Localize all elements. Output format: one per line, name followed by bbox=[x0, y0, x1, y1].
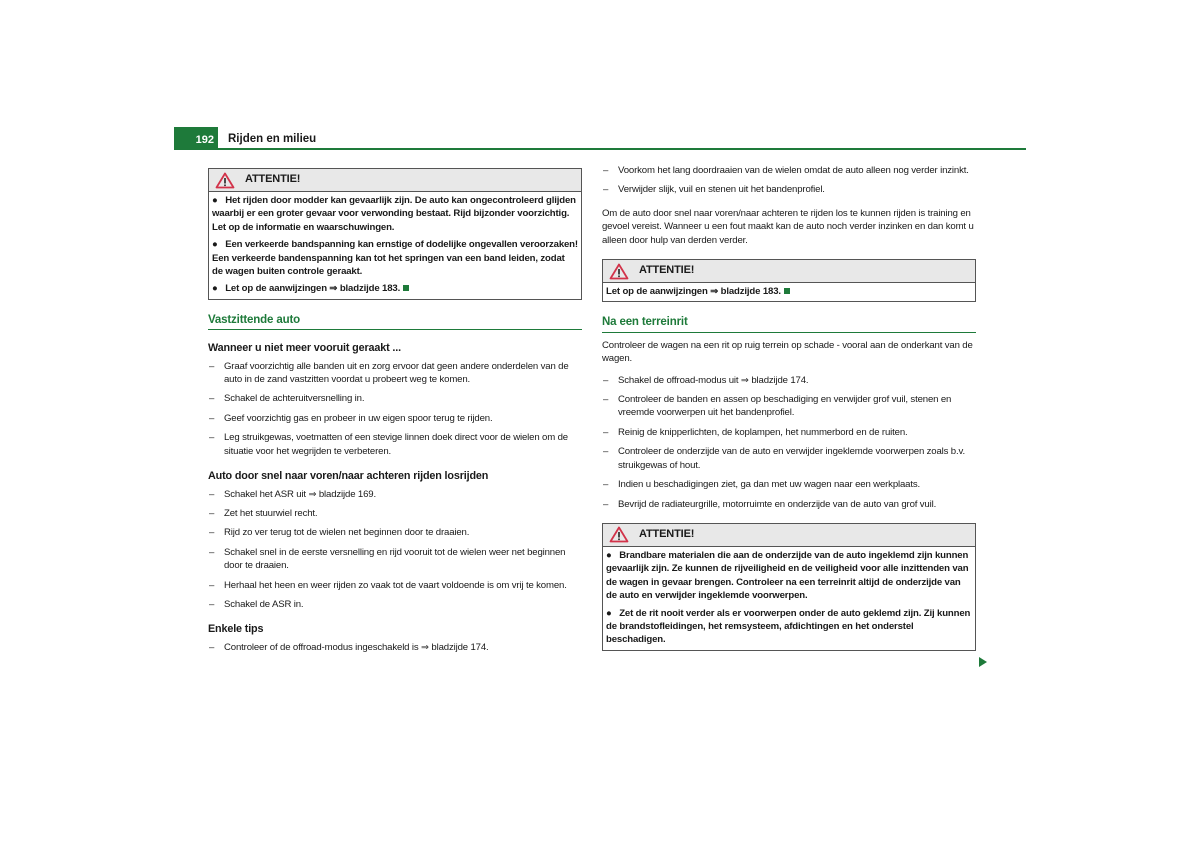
chapter-title: Rijden en milieu bbox=[228, 133, 317, 145]
list-item: – Verwijder slijk, vuil en stenen uit het bandenprofiel. bbox=[602, 183, 976, 196]
warning-text: Let op de aanwijzingen ⇒ bladzijde 183. bbox=[225, 283, 401, 295]
list-item: – Voorkom het lang doordraaien van de wielen omdat de auto alleen nog verder inzinkt. bbox=[602, 164, 976, 177]
warning-header bbox=[603, 524, 975, 547]
list-item: – Schakel de ASR in. bbox=[208, 598, 582, 611]
list-item: – Rijd zo ver terug tot de wielen net beginnen door te draaien. bbox=[208, 526, 582, 539]
list-item: – Schakel snel in de eerste versnelling en rijd vooruit tot de wielen weer net beginnen door te draaien. bbox=[208, 546, 582, 573]
list-item: – Reinig de knipperlichten, de koplampen, het nummerbord en de ruiten. bbox=[602, 426, 976, 439]
list-item: – Zet het stuurwiel recht. bbox=[208, 507, 582, 520]
list-item: – Herhaal het heen en weer rijden zo vaak tot de vaart voldoende is om vrij te komen. bbox=[208, 579, 582, 592]
warning-box bbox=[602, 259, 976, 302]
section-title: Na een terreinrit bbox=[602, 316, 976, 332]
warning-box: ATTENTIE! ● Het rijden door modder kan gevaarlijk zijn. De auto kan ongecontroleerd glijden waarbij er een groter gevaar voor verwonding bestaat. Rijd bijzonder voorzichtig. Let op de informatie en waarschuwingen. ● Een verkeerde bandspanning kan ernstige of dodelijke ongevallen veroorzaken! Een verkeerde bandenspanning kan tot het springen van een band leiden, zodat de wagen buiten controle geraakt. ● Let op de aanwijzingen ⇒ bladzijde 183. bbox=[208, 168, 582, 300]
list-item: – Leg struikgewas, voetmatten of een stevige linnen doek direct voor de wielen om de situatie voor het wegrijden te verbeteren. bbox=[208, 431, 582, 458]
section-title: Vastzittende auto bbox=[208, 314, 582, 330]
list-item: – Schakel het ASR uit ⇒ bladzijde 169. bbox=[208, 488, 582, 501]
list-item: – Schakel de offroad-modus uit ⇒ bladzijde 174. bbox=[602, 374, 976, 387]
list-item: – Geef voorzichtig gas en probeer in uw eigen spoor terug te rijden. bbox=[208, 412, 582, 425]
warning-triangle-icon bbox=[609, 263, 629, 280]
warning-box: ATTENTIE! ● Brandbare materialen die aan de onderzijde van de auto ingeklemd zijn kunnen gevaarlijk zijn. Ze kunnen de rijveiligheid en de veiligheid voor alle inzittenden van de wagen in gevaar brengen. Controleer na een terreinrit altijd de onderzijde van de auto en verwijder ingeklemde voorwerpen. ● Zet de rit nooit verder als er voorwerpen onder de auto geklemd zijn. Zij kunnen de brandstofleidingen, het remsysteem, afdichtingen en het onderstel beschadigen. bbox=[602, 523, 976, 651]
warning-text: Het rijden door modder kan gevaarlijk zijn. De auto kan ongecontroleerd glijden waarbij er een groter gevaar voor verwonding bestaat. Rijd bijzonder voorzichtig. Let op de informatie en waarschuwingen. bbox=[212, 195, 576, 233]
warning-text: Zet de rit nooit verder als er voorwerpen onder de auto geklemd zijn. Zij kunnen de brandstofleidingen, het remsysteem, afdichtingen en het onderstel beschadigen. bbox=[606, 607, 971, 646]
end-marker-icon bbox=[784, 288, 790, 294]
warning-text: Een verkeerde bandspanning kan ernstige of dodelijke ongevallen veroorzaken! Een verkeerde bandenspanning kan tot het springen van een band leiden, zodat de wagen buiten controle geraakt. bbox=[212, 239, 578, 278]
warning-header bbox=[603, 260, 975, 283]
subheading: Enkele tips bbox=[208, 623, 264, 636]
continue-arrow-icon bbox=[979, 657, 987, 667]
end-marker-icon bbox=[403, 285, 409, 291]
paragraph: Om de auto door snel naar voren/naar achteren te rijden los te kunnen rijden is training en gevoel vereist. Wanneer u een fout maakt kan de auto noch verder inzinken en dan komt u alleen door hulp van derden verder. bbox=[602, 207, 974, 246]
right-column bbox=[602, 164, 976, 661]
warning-label: ATTENTIE! bbox=[639, 264, 695, 277]
subheading: Wanneer u niet meer vooruit geraakt ... bbox=[208, 342, 401, 355]
list-item: – Controleer de banden en assen op beschadiging en verwijder grof vuil, stenen en vreemde voorwerpen uit het bandenprofiel. bbox=[602, 393, 976, 420]
subheading: Auto door snel naar voren/naar achteren rijden losrijden bbox=[208, 470, 489, 483]
warning-header bbox=[209, 169, 581, 192]
list-item: – Indien u beschadigingen ziet, ga dan met uw wagen naar een werkplaats. bbox=[602, 478, 976, 491]
warning-label: ATTENTIE! bbox=[639, 528, 695, 541]
paragraph: Controleer de wagen na een rit op ruig terrein op schade - vooral aan de onderkant van de wagen. bbox=[602, 339, 973, 365]
warning-triangle-icon bbox=[609, 526, 629, 543]
page-number: 192 bbox=[174, 127, 218, 149]
list-item: – Schakel de achteruitversnelling in. bbox=[208, 392, 582, 405]
list-item: – Bevrijd de radiateurgrille, motorruimte en onderzijde van de auto van grof vuil. bbox=[602, 498, 976, 511]
warning-triangle-icon bbox=[215, 172, 235, 189]
warning-text: Let op de aanwijzingen ⇒ bladzijde 183. bbox=[606, 286, 781, 298]
warning-text: Brandbare materialen die aan de onderzijde van de auto ingeklemd zijn kunnen gevaarlijk zijn. Ze kunnen de rijveiligheid en de veiligheid voor alle inzittenden van de wagen in gevaar brengen. Controleer na een terreinrit altijd de onderzijde van de auto en verwijder ingeklemde voorwerpen. bbox=[606, 549, 969, 602]
left-column bbox=[208, 168, 582, 660]
list-item: – Graaf voorzichtig alle banden uit en zorg ervoor dat geen andere onderdelen van de auto in de zand vastzitten voordat u probeert weg te komen. bbox=[208, 360, 582, 387]
list-item: – Controleer de onderzijde van de auto en verwijder ingeklemde voorwerpen zoals b.v. struikgewas of hout. bbox=[602, 445, 976, 472]
header-rule bbox=[174, 148, 1026, 150]
warning-label: ATTENTIE! bbox=[245, 173, 301, 186]
list-item: – Controleer of de offroad-modus ingeschakeld is ⇒ bladzijde 174. bbox=[208, 641, 582, 654]
